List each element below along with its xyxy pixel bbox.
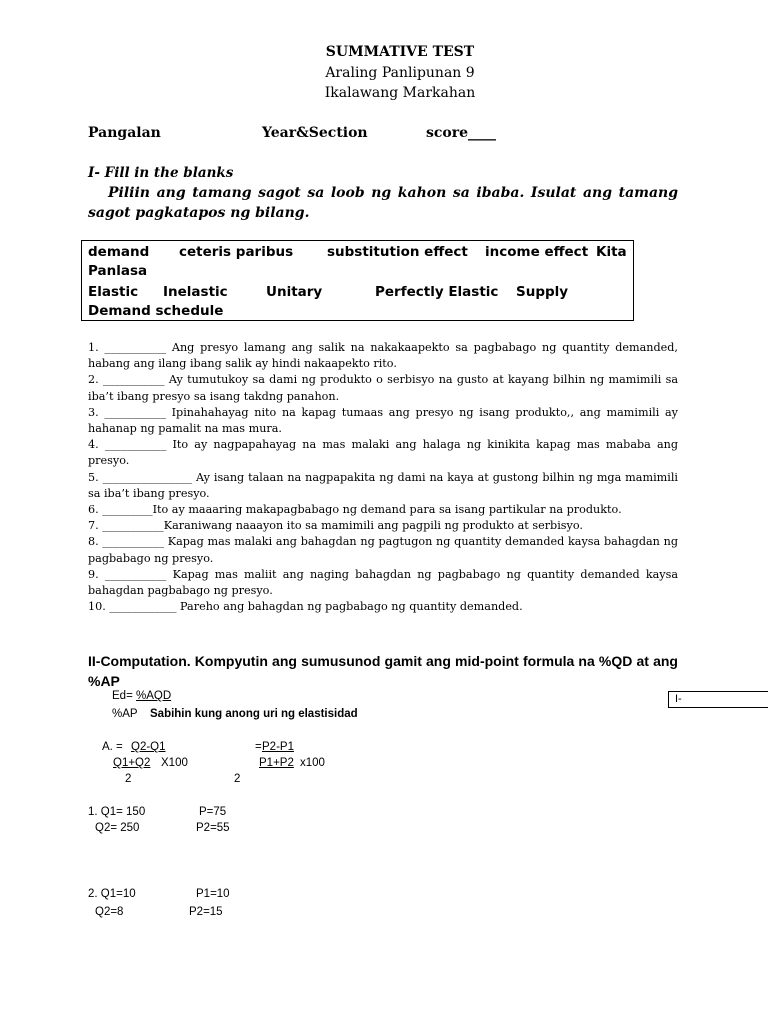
problem2-q2: Q2=8 bbox=[95, 906, 124, 918]
two-b: 2 bbox=[234, 773, 241, 785]
fill-in-items bbox=[88, 340, 678, 615]
problem2-p1: P1=10 bbox=[196, 888, 230, 900]
part2-title: II-Computation. Kompyutin ang sumusunod gamit ang mid-point formula na %QD at ang %AP bbox=[88, 653, 678, 689]
problem1-q1: 1. Q1= 150 bbox=[88, 806, 146, 818]
choice-kita: Kita bbox=[596, 244, 627, 260]
list-item: 8. ___________ Kapag mas malaki ang bahagdan ng pagtugon ng quantity demanded kaysa bahagdan ng pagbabago ng presyo. bbox=[88, 535, 678, 565]
choice-demand: demand bbox=[88, 244, 150, 260]
list-item: 5. ________________ Ay isang talaan na nagpapakita ng dami na kaya at gustong bilhin ng mga mamimili sa iba’t ibang presyo. bbox=[88, 470, 678, 500]
q-numerator: Q2-Q1 bbox=[131, 741, 166, 753]
choice-substitution-effect: substitution effect bbox=[327, 244, 468, 260]
choice-inelastic: Inelastic bbox=[163, 284, 228, 300]
test-title: SUMMATIVE TEST bbox=[325, 44, 475, 60]
formula-a-label: A. = bbox=[102, 741, 123, 753]
subject-title: Araling Panlipunan 9 bbox=[325, 65, 475, 81]
side-answer-box: I- bbox=[668, 691, 768, 708]
part1-instructions: Piliin ang tamang sagot sa loob ng kahon sa ibaba. Isulat ang tamang sagot pagkatapos ng bilang. bbox=[88, 185, 678, 221]
x100-a: X100 bbox=[161, 757, 188, 769]
ed-formula bbox=[112, 690, 171, 702]
ap-instruction: Sabihin kung anong uri ng elastisidad bbox=[150, 708, 358, 720]
choice-ceteris-paribus: ceteris paribus bbox=[179, 244, 294, 260]
list-item: 9. ___________ Kapag mas maliit ang naging bahagdan ng pagbabago ng quantity demanded kaysa bahagdan pagbabago ng presyo. bbox=[88, 567, 678, 598]
two-a: 2 bbox=[125, 773, 132, 785]
problem2-p2: P2=15 bbox=[189, 906, 223, 918]
list-item: 1. ___________ Ang presyo lamang ang salik na nakakaapekto sa pagbabago ng quantity demanded, habang ang ilang ibang salik ay hindi nakaapekto rito. bbox=[88, 341, 678, 371]
choice-elastic: Elastic bbox=[88, 284, 139, 300]
ed-numerator: %AQD bbox=[135, 690, 172, 702]
list-item: 7. ___________Karaniwang naaayon ito sa mamimili ang pagpili ng produkto at serbisyo. bbox=[88, 519, 583, 533]
list-item: 10. ____________ Pareho ang bahagdan ng pagbabago ng quantity demanded. bbox=[88, 600, 523, 614]
choice-panlasa: Panlasa bbox=[88, 263, 148, 279]
choice-unitary: Unitary bbox=[266, 284, 323, 300]
list-item: 3. ___________ Ipinahahayag nito na kapag tumaas ang presyo ng isang produkto,, ang mamimili ay hahanap ng pamalit na mas mura. bbox=[88, 405, 678, 436]
list-item: 2. ___________ Ay tumutukoy sa dami ng produkto o serbisyo na gusto at kayang bilhin ng mamimili sa iba’t ibang presyo sa isang takdng panahon. bbox=[88, 373, 678, 403]
p-numerator: P2-P1 bbox=[262, 741, 294, 753]
quarter-title: Ikalawang Markahan bbox=[324, 85, 476, 101]
problem1-q2: Q2= 250 bbox=[95, 822, 140, 834]
choice-perfectly-elastic: Perfectly Elastic bbox=[375, 284, 499, 300]
problem1-p1: P=75 bbox=[199, 806, 227, 818]
list-item: 4. ___________ Ito ay nagpapahayag na mas malaki ang halaga ng kinikita kapag mas mababa ang presyo. bbox=[88, 438, 678, 468]
name-label: Pangalan bbox=[88, 125, 161, 141]
list-item: 6. _________Ito ay maaaring makapagbabago ng demand para sa isang partikular na produkto. bbox=[88, 503, 622, 517]
score-label: score____ bbox=[426, 125, 497, 141]
ap-label: %AP bbox=[112, 708, 138, 720]
choice-income-effect: income effect bbox=[485, 244, 589, 260]
problem2-q1: 2. Q1=10 bbox=[88, 888, 136, 900]
q-denominator: Q1+Q2 bbox=[113, 757, 151, 769]
x100-b: x100 bbox=[300, 757, 325, 769]
choice-demand-schedule: Demand schedule bbox=[88, 303, 224, 319]
problem1-p2: P2=55 bbox=[196, 822, 230, 834]
ed-prefix: Ed= bbox=[112, 690, 136, 702]
part1-title: I- Fill in the blanks bbox=[88, 165, 234, 181]
choices-box bbox=[81, 240, 634, 321]
p-denominator: P1+P2 bbox=[259, 757, 294, 769]
section-label: Year&Section bbox=[262, 125, 368, 141]
formula-eq: = bbox=[255, 741, 262, 753]
choice-supply: Supply bbox=[516, 284, 569, 300]
